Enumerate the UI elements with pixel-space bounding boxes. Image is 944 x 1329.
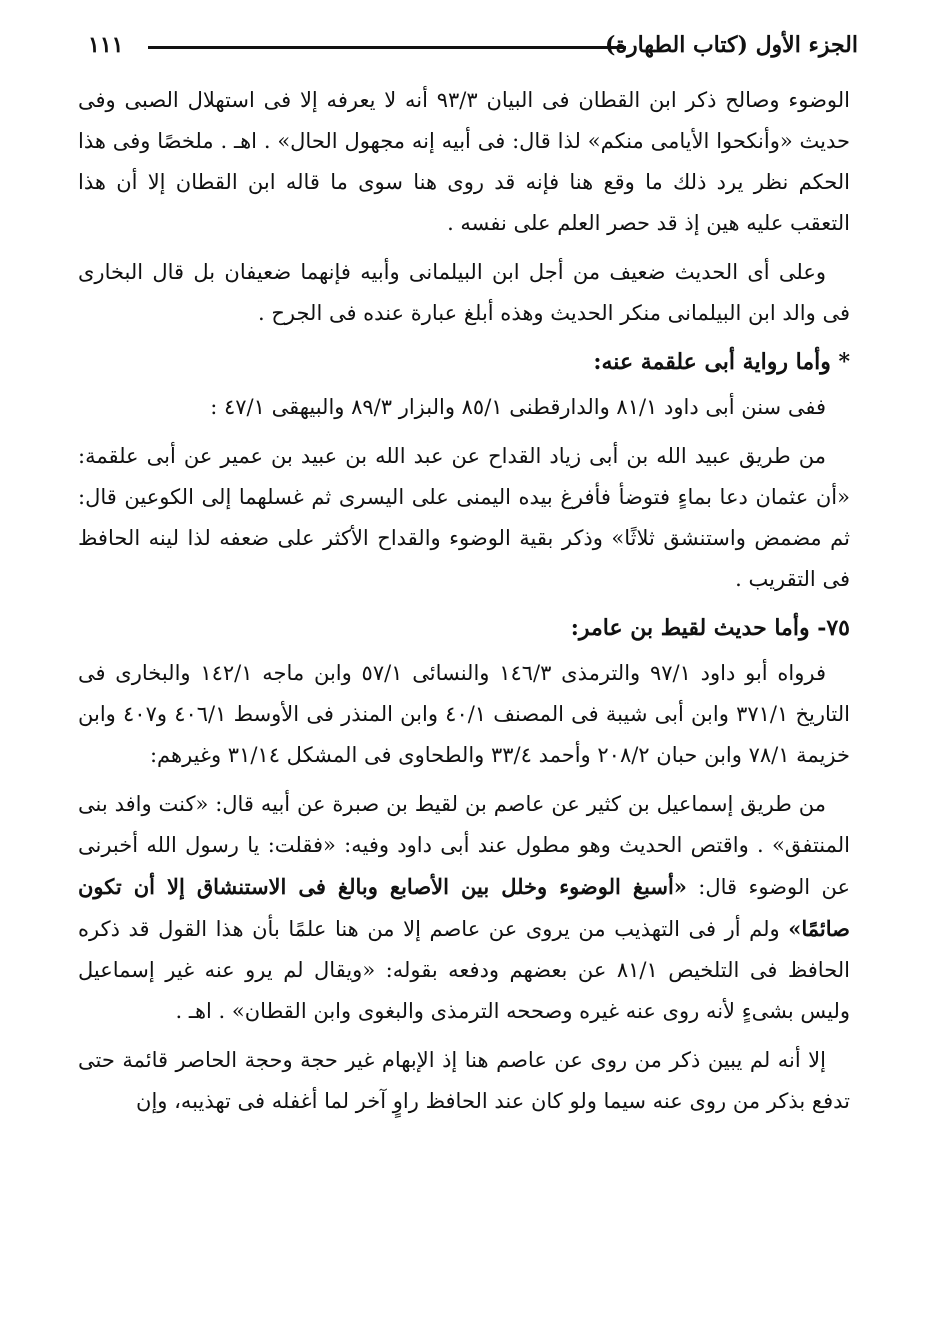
paragraph-1: الوضوء وصالح ذكر ابن القطان فى البيان ٩٣/٣ أنه لا يعرفه إلا فى استهلال الصبى وفى حديث «وأنكحوا الأيامى منكم» لذا قال: فى أبيه إنه مجهول الحال» . اهـ . ملخصًا وفى هذا الحكم نظر يرد ذلك ما وقع هنا فإنه قد روى هنا سوى ما قاله ابن القطان إلا أن هذا التعقب عليه هين إذ قد حصر العلم على نفسه . — [78, 88, 850, 235]
running-title: الجزء الأول (كتاب الطهارة) — [605, 32, 858, 58]
paragraph-3: ففى سنن أبى داود ٨١/١ والدارقطنى ٨٥/١ والبزار ٨٩/٣ والبيهقى ٤٧/١ : — [210, 395, 826, 419]
paragraph-4: من طريق عبيد الله بن أبى زياد القداح عن عبد الله بن عبيد بن عمير عن أبى علقمة: «أن عثمان دعا بماءٍ فتوضأ فأفرغ بيده اليمنى على اليسرى ثم غسلهما إلى الكوعين قال: ثم مضمض واستنشق ثلاثًا» وذكر بقية الوضوء والقداح الأكثر على ضعفه لذا لينه الحافظ فى التقريب . — [78, 444, 850, 591]
paragraph-6 — [78, 784, 850, 1032]
section-heading-abu-alqama: * وأما رواية أبى علقمة عنه: — [593, 349, 850, 375]
paragraph-5: فرواه أبو داود ٩٧/١ والترمذى ١٤٦/٣ والنسائى ٥٧/١ وابن ماجه ١٤٢/١ والبخارى فى التاريخ ٣٧١/١ وابن أبى شيبة فى المصنف ٤٠/١ وابن المنذر فى الأوسط ٤٠٦/١ و٤٠٧ وابن خزيمة ٧٨/١ وابن حبان ٢٠٨/٢ وأحمد ٣٣/٤ والطحاوى فى المشكل ٣١/١٤ وغيرهم: — [78, 661, 850, 767]
page-body — [78, 80, 850, 1130]
paragraph-6-text-b: ولم أر فى التهذيب من يروى عن عاصم إلا من هنا علمًا بأن هذا القول قد ذكره الحافظ فى التلخيص ٨١/١ عن بعضهم ودفعه بقوله: «ويقال لم يرو عنه غير إسماعيل وليس بشىءٍ لأنه روى عنه غيره وصححه الترمذى والبغوى وابن القطان» . اهـ . — [78, 917, 850, 1023]
paragraph-6-text-a: من طريق إسماعيل بن كثير عن عاصم بن لقيط بن صبرة عن أبيه قال: «كنت وافد بنى المنتفق» . واقتص الحديث وهو مطول عند أبى داود وفيه: «فقلت: يا رسول الله أخبرنى عن الوضوء قال: — [78, 792, 851, 899]
paragraph-7: إلا أنه لم يبين ذكر من روى عن عاصم هنا إذ الإبهام غير حجة وحجة الحاصر قائمة حتى تدفع بذكر من روى عنه سيما ولو كان عند الحافظ راوٍ آخر لما أغفله فى تهذيبه، وإن — [78, 1048, 850, 1113]
paragraph-2: وعلى أى الحديث ضعيف من أجل ابن البيلمانى وأبيه فإنهما ضعيفان بل قال البخارى فى والد ابن البيلمانى منكر الحديث وهذه أبلغ عبارة عنده فى الجرح . — [78, 260, 850, 325]
hadith-quote-bold: «أسبغ الوضوء وخلل بين الأصابع وبالغ فى الاستنشاق إلا أن تكون صائمًا» — [78, 874, 850, 941]
header-rule — [148, 46, 626, 49]
page-number: ١١١ — [88, 32, 124, 58]
section-heading-laqit: ٧٥- وأما حديث لقيط بن عامر: — [570, 615, 850, 641]
page-header — [88, 30, 858, 66]
